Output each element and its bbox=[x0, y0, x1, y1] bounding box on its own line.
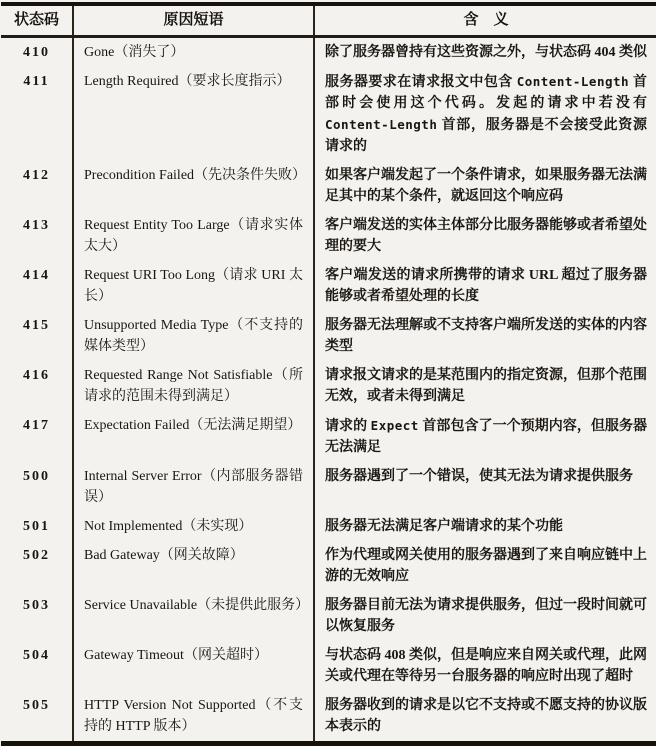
text-segment: Gateway Timeout（网关超时） bbox=[84, 648, 268, 663]
reason-phrase-cell bbox=[73, 591, 314, 641]
text-segment: 首部时会使用这个代码。发起的请求中若没有 bbox=[325, 75, 648, 111]
meaning-cell bbox=[314, 211, 656, 261]
status-code-cell: 416 bbox=[1, 361, 73, 411]
text-segment: 客户端发送的请求所携带的请求 URL 超过了服务器能够或者希望处理的长度 bbox=[325, 268, 647, 304]
reason-phrase-cell bbox=[73, 541, 314, 591]
table-row bbox=[1, 161, 656, 211]
text-segment: 首部包含了一个预期内容，但服务器无法满足 bbox=[325, 419, 648, 455]
header-status-code: 状态码 bbox=[1, 4, 73, 37]
table-row bbox=[1, 261, 656, 311]
status-code-cell: 415 bbox=[1, 311, 73, 361]
meaning-cell bbox=[314, 411, 656, 462]
code-literal: Content-Length bbox=[325, 117, 438, 132]
table-row bbox=[1, 411, 656, 462]
status-code-cell: 417 bbox=[1, 411, 73, 462]
text-segment: Service Unavailable（未提供此服务） bbox=[84, 598, 310, 613]
status-code-cell: 411 bbox=[1, 67, 73, 161]
reason-phrase-cell bbox=[73, 67, 314, 161]
reason-phrase-cell bbox=[73, 691, 314, 744]
status-code-cell: 503 bbox=[1, 591, 73, 641]
status-code-cell: 501 bbox=[1, 512, 73, 541]
text-segment: Expectation Failed（无法满足期望） bbox=[84, 418, 302, 433]
text-segment: 与状态码 408 类似，但是响应来自网关或代理，此网关或代理在等待另一台服务器的响应时出现了超时 bbox=[325, 648, 647, 684]
text-segment: Gone（消失了） bbox=[84, 45, 185, 60]
table-body bbox=[1, 37, 656, 744]
status-code-cell: 504 bbox=[1, 641, 73, 691]
reason-phrase-cell bbox=[73, 211, 314, 261]
reason-phrase-cell bbox=[73, 311, 314, 361]
reason-phrase-cell bbox=[73, 261, 314, 311]
meaning-cell bbox=[314, 67, 656, 161]
reason-phrase-cell bbox=[73, 361, 314, 411]
text-segment: 服务器要求在请求报文中包含 bbox=[325, 75, 517, 90]
header-meaning: 含 义 bbox=[314, 4, 656, 37]
text-segment: 客户端发送的实体主体部分比服务器能够或者希望处理的要大 bbox=[325, 218, 647, 254]
status-code-cell: 410 bbox=[1, 37, 73, 68]
status-code-cell: 412 bbox=[1, 161, 73, 211]
meaning-cell bbox=[314, 361, 656, 411]
meaning-cell bbox=[314, 691, 656, 744]
table-row bbox=[1, 361, 656, 411]
meaning-cell bbox=[314, 512, 656, 541]
meaning-cell bbox=[314, 161, 656, 211]
text-segment: 服务器无法满足客户端请求的某个功能 bbox=[325, 519, 563, 534]
status-code-cell: 414 bbox=[1, 261, 73, 311]
meaning-cell bbox=[314, 37, 656, 68]
text-segment: Not Implemented（未实现） bbox=[84, 519, 253, 534]
text-segment: Request Entity Too Large（请求实体太大） bbox=[84, 218, 303, 254]
table-row bbox=[1, 591, 656, 641]
text-segment: Request URI Too Long（请求 URI 太长） bbox=[84, 268, 303, 304]
reason-phrase-cell bbox=[73, 161, 314, 211]
text-segment: Length Required（要求长度指示） bbox=[84, 74, 291, 89]
text-segment: 服务器目前无法为请求提供服务，但过一段时间就可以恢复服务 bbox=[325, 598, 647, 634]
status-code-cell: 505 bbox=[1, 691, 73, 744]
reason-phrase-cell bbox=[73, 37, 314, 68]
text-segment: 服务器收到的请求是以它不支持或不愿支持的协议版本表示的 bbox=[325, 698, 647, 734]
reason-phrase-cell bbox=[73, 411, 314, 462]
table-row bbox=[1, 37, 656, 68]
meaning-cell bbox=[314, 261, 656, 311]
table-header bbox=[1, 4, 656, 37]
text-segment: 如果客户端发起了一个条件请求，如果服务器无法满足其中的某个条件，就返回这个响应码 bbox=[325, 168, 647, 204]
table-row bbox=[1, 691, 656, 744]
http-status-code-table bbox=[1, 2, 656, 746]
status-code-cell: 413 bbox=[1, 211, 73, 261]
status-code-cell: 502 bbox=[1, 541, 73, 591]
status-code-cell: 500 bbox=[1, 462, 73, 512]
text-segment: 服务器无法理解或不支持客户端所发送的实体的内容类型 bbox=[325, 318, 647, 354]
table-row bbox=[1, 462, 656, 512]
meaning-cell bbox=[314, 591, 656, 641]
text-segment: Bad Gateway（网关故障） bbox=[84, 548, 244, 563]
code-literal: Expect bbox=[370, 418, 419, 433]
text-segment: Requested Range Not Satisfiable（所请求的范围未得到满足） bbox=[84, 368, 303, 404]
reason-phrase-cell bbox=[73, 512, 314, 541]
table-row bbox=[1, 211, 656, 261]
text-segment: Precondition Failed（先决条件失败） bbox=[84, 168, 307, 183]
table-row bbox=[1, 311, 656, 361]
text-segment: Internal Server Error（内部服务器错误） bbox=[84, 469, 303, 505]
header-row bbox=[1, 4, 656, 37]
meaning-cell bbox=[314, 641, 656, 691]
table-row bbox=[1, 541, 656, 591]
text-segment: 服务器遇到了一个错误，使其无法为请求提供服务 bbox=[325, 469, 633, 484]
reason-phrase-cell bbox=[73, 462, 314, 512]
text-segment: 请求的 bbox=[325, 419, 371, 434]
table-row bbox=[1, 67, 656, 161]
text-segment: 除了服务器曾持有这些资源之外，与状态码 404 类似 bbox=[325, 45, 647, 60]
text-segment: 请求报文请求的是某范围内的指定资源，但那个范围无效，或者未得到满足 bbox=[325, 368, 647, 404]
meaning-cell bbox=[314, 462, 656, 512]
header-reason-phrase: 原因短语 bbox=[73, 4, 314, 37]
text-segment: 作为代理或网关使用的服务器遇到了来自响应链中上游的无效响应 bbox=[325, 548, 647, 584]
reason-phrase-cell bbox=[73, 641, 314, 691]
table-row bbox=[1, 641, 656, 691]
meaning-cell bbox=[314, 541, 656, 591]
code-literal: Content-Length bbox=[516, 74, 630, 89]
text-segment: Unsupported Media Type（不支持的媒体类型） bbox=[84, 318, 303, 354]
text-segment: 首部，服务器是不会接受此资源请求的 bbox=[325, 118, 647, 154]
table-row bbox=[1, 512, 656, 541]
meaning-cell bbox=[314, 311, 656, 361]
text-segment: HTTP Version Not Supported（不支持的 HTTP 版本） bbox=[84, 698, 303, 734]
